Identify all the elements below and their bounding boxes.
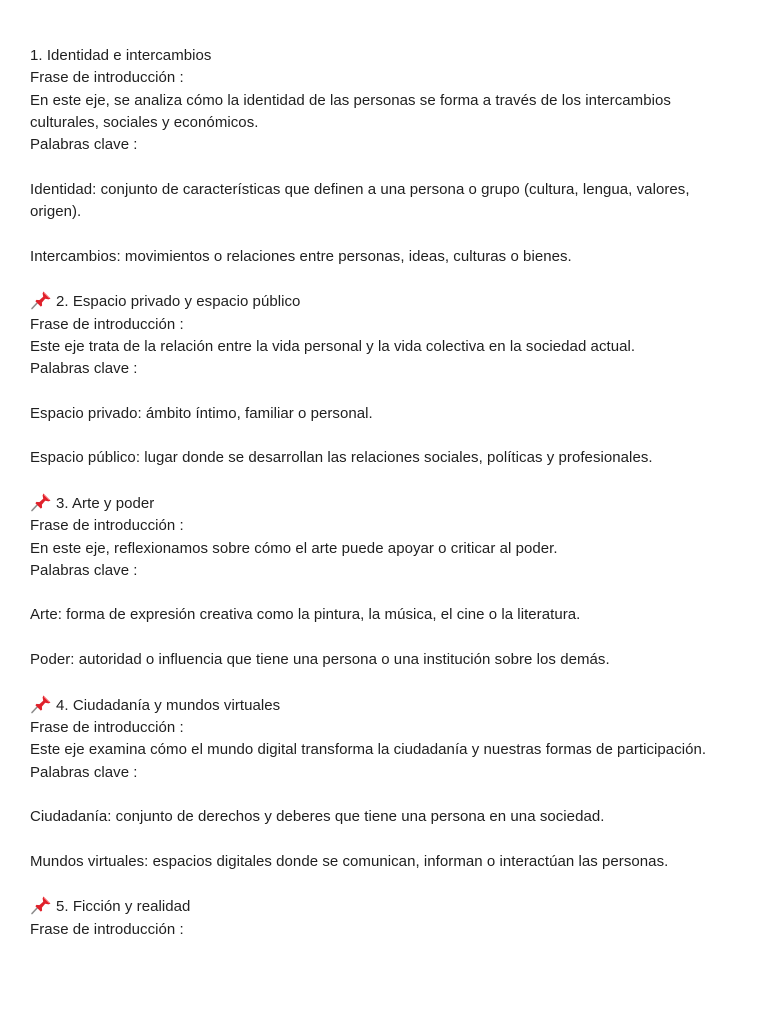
keyword-definition: Espacio privado: ámbito íntimo, familiar o personal. (30, 404, 373, 422)
section-title-text: 2. Espacio privado y espacio público (56, 293, 301, 311)
blank-line (30, 671, 740, 693)
section-5 (30, 895, 740, 941)
intro-text: En este eje, reflexionamos sobre cómo el arte puede apoyar o criticar al poder. (30, 539, 558, 557)
keyword-definition: Intercambios: movimientos o relaciones entre personas, ideas, culturas o bienes. (30, 247, 572, 265)
blank-line (30, 582, 740, 604)
blank-line (30, 156, 740, 178)
keyword-definition: Identidad: conjunto de características que definen a una persona o grupo (cultura, lengua, valores, origen). (30, 180, 690, 221)
intro-label: Frase de introducción : (30, 920, 184, 938)
blank-line (30, 223, 740, 245)
keywords-label: Palabras clave : (30, 561, 138, 579)
section-title (30, 290, 740, 313)
intro-label: Frase de introducción : (30, 69, 184, 87)
intro-text: Este eje examina cómo el mundo digital transforma la ciudadanía y nuestras formas de participación. (30, 741, 707, 759)
pushpin-icon (30, 492, 52, 512)
keywords-label: Palabras clave : (30, 763, 138, 781)
keywords-label: Palabras clave : (30, 360, 138, 378)
intro-label: Frase de introducción : (30, 517, 184, 535)
section-title (30, 492, 740, 515)
keyword-definition: Mundos virtuales: espacios digitales donde se comunican, informan o interactúan las personas. (30, 852, 669, 870)
blank-line (30, 828, 740, 850)
section-title (30, 895, 740, 918)
blank-line (30, 873, 740, 895)
document-body (30, 45, 740, 941)
section-3 (30, 492, 740, 694)
section-title (30, 694, 740, 717)
keyword-definition: Arte: forma de expresión creativa como la pintura, la música, el cine o la literatura. (30, 606, 581, 624)
intro-label: Frase de introducción : (30, 718, 184, 736)
blank-line (30, 470, 740, 492)
keywords-label: Palabras clave : (30, 136, 138, 154)
pushpin-icon (30, 694, 52, 714)
blank-line (30, 627, 740, 649)
blank-line (30, 380, 740, 402)
section-4 (30, 694, 740, 896)
section-title (30, 45, 740, 67)
intro-label: Frase de introducción : (30, 315, 184, 333)
blank-line (30, 268, 740, 290)
keyword-definition: Espacio público: lugar donde se desarrollan las relaciones sociales, políticas y profesionales. (30, 449, 653, 467)
intro-text: En este eje, se analiza cómo la identidad de las personas se forma a través de los intercambios culturales, sociales y económicos. (30, 91, 671, 131)
blank-line (30, 784, 740, 806)
section-title-text: 4. Ciudadanía y mundos virtuales (56, 696, 281, 714)
pushpin-icon (30, 895, 52, 915)
section-1 (30, 45, 740, 290)
section-2 (30, 290, 740, 492)
keyword-definition: Poder: autoridad o influencia que tiene una persona o una institución sobre los demás. (30, 651, 610, 669)
blank-line (30, 425, 740, 447)
keyword-definition: Ciudadanía: conjunto de derechos y deberes que tiene una persona en una sociedad. (30, 808, 605, 826)
section-title-text: 1. Identidad e intercambios (30, 47, 212, 64)
pushpin-icon (30, 290, 52, 310)
intro-text: Este eje trata de la relación entre la vida personal y la vida colectiva en la sociedad actual. (30, 337, 636, 355)
section-title-text: 3. Arte y poder (56, 494, 155, 512)
section-title-text: 5. Ficción y realidad (56, 898, 191, 916)
